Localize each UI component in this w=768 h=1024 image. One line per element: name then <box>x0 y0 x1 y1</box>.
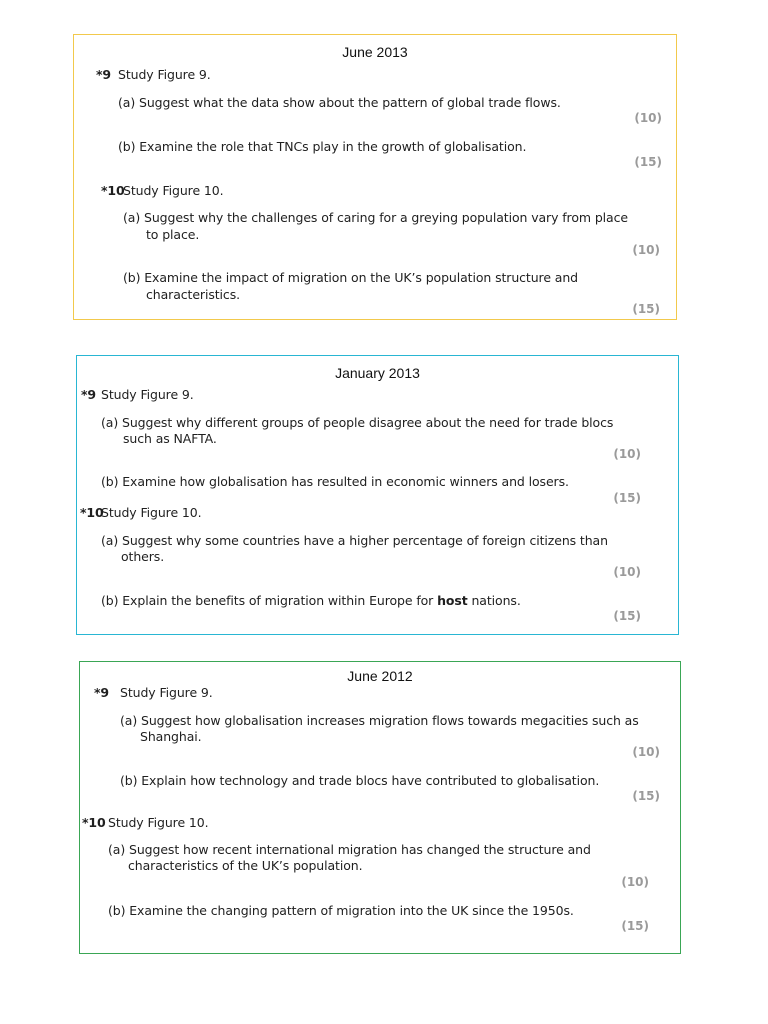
question-10-number: *10 <box>80 505 104 520</box>
session-title: June 2013 <box>342 44 408 60</box>
question-10-stem: Study Figure 10. <box>108 815 209 830</box>
question-9b-marks: (15) <box>634 155 662 169</box>
question-10b-text-end: nations. <box>467 593 521 608</box>
question-10a-marks: (10) <box>613 565 641 579</box>
question-9b: (b) Examine the role that TNCs play in the growth of globalisation. <box>118 139 527 154</box>
question-9b-marks: (15) <box>613 491 641 505</box>
paper-june-2012 <box>79 661 681 954</box>
question-10b: (b) Examine the changing pattern of migration into the UK since the 1950s. <box>108 903 574 918</box>
question-10a-marks: (10) <box>632 243 660 257</box>
question-9b: (b) Explain how technology and trade blocs have contributed to globalisation. <box>120 773 600 788</box>
question-10-number: *10 <box>101 183 125 198</box>
question-10b-line1: (b) Examine the impact of migration on the UK’s population structure and <box>123 270 578 285</box>
question-10b <box>101 593 521 608</box>
question-10b-text-bold: host <box>437 593 468 608</box>
question-10a-line2: others. <box>121 549 165 564</box>
question-10a-line2: to place. <box>146 227 200 242</box>
question-9-stem: Study Figure 9. <box>120 685 213 700</box>
question-10-number: *10 <box>82 815 106 830</box>
paper-june-2013 <box>73 34 677 320</box>
question-10a-line1: (a) Suggest why some countries have a higher percentage of foreign citizens than <box>101 533 608 548</box>
question-10a-marks: (10) <box>621 875 649 889</box>
question-10b-marks: (15) <box>613 609 641 623</box>
question-9a-marks: (10) <box>632 745 660 759</box>
question-10a-line2: characteristics of the UK’s population. <box>128 858 363 873</box>
question-9-stem: Study Figure 9. <box>101 387 194 402</box>
question-10b-text-start: (b) Explain the benefits of migration within Europe for <box>101 593 438 608</box>
question-9-number: *9 <box>81 387 97 402</box>
session-title: January 2013 <box>335 365 420 381</box>
question-9-stem: Study Figure 9. <box>118 67 211 82</box>
question-9a-marks: (10) <box>634 111 662 125</box>
question-9a: (a) Suggest what the data show about the pattern of global trade flows. <box>118 95 561 110</box>
question-9-number: *9 <box>96 67 112 82</box>
question-9a-line2: such as NAFTA. <box>123 431 217 446</box>
session-title: June 2012 <box>347 668 413 684</box>
question-10b-marks: (15) <box>632 302 660 316</box>
paper-january-2013 <box>76 355 679 635</box>
question-10-stem: Study Figure 10. <box>101 505 202 520</box>
question-10-stem: Study Figure 10. <box>123 183 224 198</box>
question-9a-marks: (10) <box>613 447 641 461</box>
question-10b-marks: (15) <box>621 919 649 933</box>
question-9b-marks: (15) <box>632 789 660 803</box>
question-10a-line1: (a) Suggest how recent international migration has changed the structure and <box>108 842 591 857</box>
question-10b-line2: characteristics. <box>146 287 240 302</box>
question-9-number: *9 <box>94 685 110 700</box>
question-9a-line1: (a) Suggest how globalisation increases migration flows towards megacities such as <box>120 713 639 728</box>
question-9a-line2: Shanghai. <box>140 729 202 744</box>
question-10a-line1: (a) Suggest why the challenges of caring for a greying population vary from place <box>123 210 628 225</box>
question-9a-line1: (a) Suggest why different groups of people disagree about the need for trade blocs <box>101 415 614 430</box>
question-9b: (b) Examine how globalisation has resulted in economic winners and losers. <box>101 474 569 489</box>
